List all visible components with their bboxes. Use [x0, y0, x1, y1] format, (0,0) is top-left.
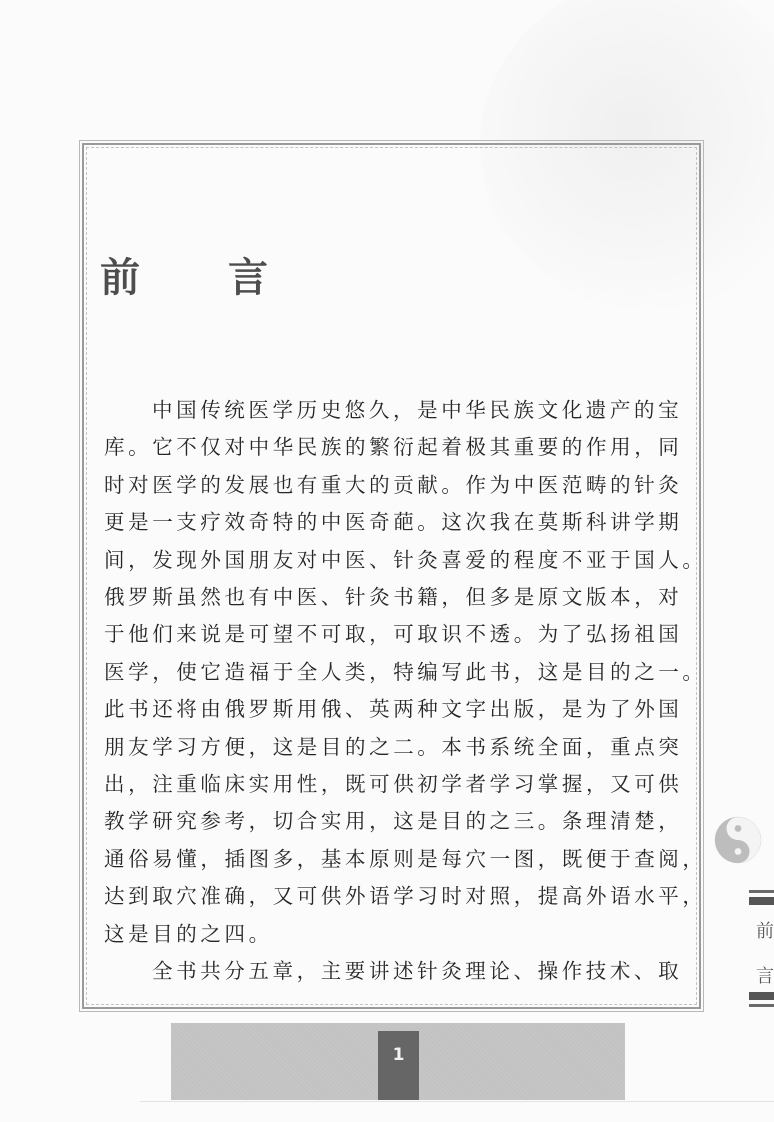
side-tab-bars-bottom: [749, 992, 774, 1011]
body-line: 中国传统医学历史悠久，是中华民族文化遗产的宝: [152, 398, 683, 422]
body-line: 达到取穴准确，又可供外语学习时对照，提高外语水平，: [104, 884, 707, 909]
page-title: [100, 246, 268, 303]
body-line: 通俗易懂，插图多，基本原则是每穴一图，既便于查阅，: [104, 846, 707, 871]
side-tab-char-2: 言: [756, 966, 774, 987]
body-line: 于他们来说是可望不可取，可取识不透。为了弘扬祖国: [104, 622, 683, 647]
body-line: 间，发现外国朋友对中医、针灸喜爱的程度不亚于国人。: [104, 547, 707, 572]
side-tab-bars-top: [749, 890, 774, 909]
body-line: 医学，使它造福于全人类，特编写此书，这是目的之一。: [104, 659, 707, 684]
preface-body: [104, 392, 707, 991]
body-line: 这是目的之四。: [104, 921, 273, 946]
body-line: 俄罗斯虽然也有中医、针灸书籍，但多是原文版本，对: [104, 585, 683, 610]
body-line: 全书共分五章，主要讲述针灸理论、操作技术、取: [152, 959, 683, 984]
body-line: 此书还将由俄罗斯用俄、英两种文字出版，是为了外国: [104, 697, 683, 722]
page-number-box: [378, 1031, 419, 1100]
body-line: 朋友学习方便，这是目的之二。本书系统全面，重点突: [104, 734, 683, 759]
body-line: 更是一支疗效奇特的中医奇葩。这次我在莫斯科讲学期: [104, 510, 683, 535]
body-line: 库。它不仅对中华民族的繁衍起着极其重要的作用，同: [104, 435, 683, 460]
body-line: 教学研究参考，切合实用，这是目的之三。条理清楚，: [104, 809, 683, 834]
yin-yang-icon: [714, 816, 762, 864]
footer-divider: [140, 1101, 774, 1102]
side-tab-char-1: 前: [756, 921, 774, 942]
body-line: 时对医学的发展也有重大的贡献。作为中医范畴的针灸: [104, 472, 683, 497]
page-number: 1: [392, 1045, 405, 1065]
body-line: 出，注重临床实用性，既可供初学者学习掌握，又可供: [104, 772, 683, 797]
title-char-1: 前: [100, 255, 140, 301]
title-char-2: 言: [228, 255, 268, 301]
